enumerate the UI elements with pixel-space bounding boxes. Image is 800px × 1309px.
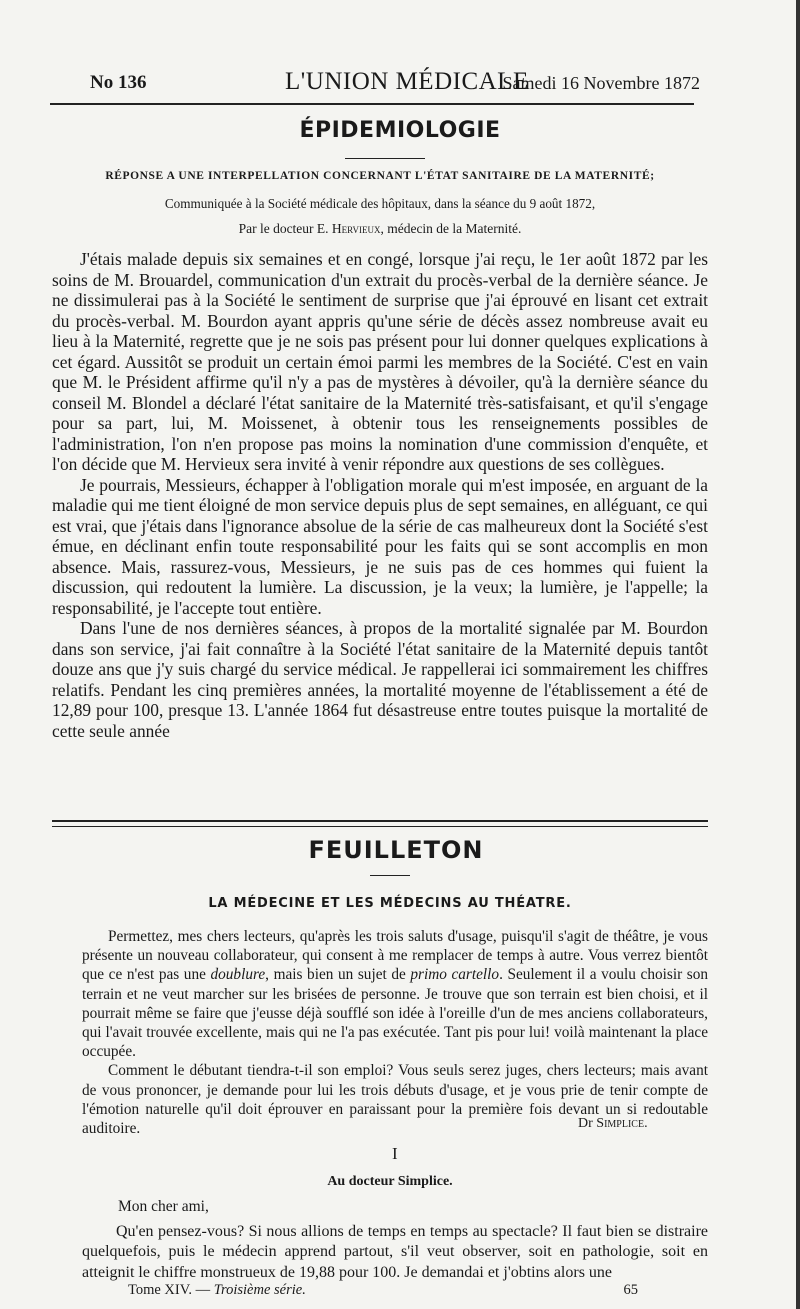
section-title: ÉPIDEMIOLOGIE: [299, 118, 501, 143]
emphasis-text: primo cartello: [410, 966, 500, 984]
feuilleton-title: FEUILLETON: [308, 836, 484, 864]
byline-suffix: , médecin de la Maternité.: [380, 221, 522, 236]
letter-paragraph: Qu'en pensez-vous? Si nous allions de temps en temps au spectacle? Il faut bien se distraire quelquefois, puis le médecin apprend partout, s'il veut observer, soit en pathologie, soit en atteignit le chiffre monstrueux de 19,88 pour 100. Je demandai et j'obtins alors une: [82, 1223, 708, 1281]
article-byline: [60, 221, 700, 237]
article-body: [52, 249, 708, 741]
letter-body: [82, 1222, 708, 1283]
text-run: , mais bien un sujet de: [265, 966, 411, 984]
author-name: Hervieux: [331, 221, 381, 236]
journal-title: L'UNION MÉDICALE: [285, 68, 529, 95]
text-run: Permettez, mes chers lecteurs, qu'après les trois saluts d'usage, puisqu'il s'agit de théâtre, je vous présente un nouveau collaborateur, qui consent à me remplacer de temps à autre. Vous verrez bientôt que ce n'est pas une: [82, 928, 708, 984]
section-divider: [345, 158, 425, 159]
emphasis-text: doublure: [210, 966, 266, 984]
section-number: I: [392, 1144, 398, 1163]
signature: [578, 1116, 648, 1132]
feuilleton-rule-thick: [52, 820, 708, 822]
volume-label: Tome XIV.: [128, 1282, 192, 1298]
salutation: Mon cher ami,: [118, 1198, 209, 1215]
signature-name: Simplice.: [596, 1116, 648, 1131]
feuilleton-body: [82, 927, 708, 1138]
page-footer: [128, 1282, 638, 1302]
page-number: 65: [623, 1282, 638, 1298]
header-rule: [50, 103, 694, 105]
byline-prefix: Par le docteur E.: [238, 221, 329, 236]
feuilleton-paragraph: [82, 927, 708, 1061]
page-edge-shadow: [796, 0, 800, 1309]
feuilleton-subtitle: LA MÉDECINE ET LES MÉDECINS AU THÉATRE.: [208, 896, 572, 911]
article-paragraph: Je pourrais, Messieurs, échapper à l'obligation morale qui m'est imposée, en arguant de la maladie qui me tient éloigné de mon service depuis plus de sept semaines, en alléguant, ce qui est vrai, que j'étais dans l'ignorance absolue de la série de cas malheureux dont la Société s'est émue, en déclinant enfin toute responsabilité pour les faits qui se sont accomplis en mon absence. Mais, rassurez-vous, Messieurs, je ne suis pas de ces hommes qui fuient la discussion, qui redoutent la lumière. La discussion, je la veux; la lumière, je l'appelle; la responsabilité, je l'accepte tout entière.: [52, 474, 708, 618]
signature-prefix: Dr: [578, 1116, 593, 1131]
feuilleton-divider: [370, 875, 410, 876]
feuilleton-paragraph: Comment le débutant tiendra-t-il son emploi? Vous seuls serez juges, chers lecteurs; mais avant de vous prononcer, je demande pour lui les trois débuts d'usage, et je vous prie de tenir compte de l'émotion naturelle qu'il doit éprouver en paraissant pour la première fois devant un si redoutable auditoire.: [82, 1062, 708, 1138]
article-title: RÉPONSE A UNE INTERPELLATION CONCERNANT L'ÉTAT SANITAIRE DE LA MATERNITÉ;: [105, 170, 655, 182]
article-paragraph: J'étais malade depuis six semaines et en congé, lorsque j'ai reçu, le 1er août 1872 par les soins de M. Brouardel, communication d'un extrait du procès-verbal de la dernière séance. Je ne dissimulerai pas à la Société le sentiment de surprise que j'ai éprouvé en lisant cet extrait du procès-verbal. M. Bourdon ayant appris qu'une série de décès assez nombreuse avait eu lieu à la Maternité, regrette que je ne sois pas présent pour lui donner quelques explications à cet égard. Aussitôt se produit un certain émoi parmi les membres de la Société. C'est en vain que M. le Président affirme qu'il n'y a pas de mystères à dévoiler, qu'à la dernière séance du conseil M. Blondel a déclaré l'état sanitaire de la Maternité très-satisfaisant, et qu'il s'engage pour sa part, lui, M. Moissenet, à obtenir tous les renseignements possibles de l'administration, l'on n'en propose pas moins la nomination d'une commission d'enquête, et l'on décide que M. Hervieux sera invité à venir répondre aux questions de ses collègues.: [52, 249, 708, 474]
article-paragraph: Dans l'une de nos dernières séances, à propos de la mortalité signalée par M. Bourdon dans son service, j'ai fait connaître à la Société l'état sanitaire de la Maternité depuis tantôt douze ans que j'y suis chargé du service médical. Je rappellerai ici sommairement les chiffres relatifs. Pendant les cinq premières années, la mortalité moyenne de l'établissement a été de 12,89 pour 100, presque 13. L'année 1864 fut désastreuse entre toutes puisque la mortalité de cette seule année: [52, 618, 708, 741]
letter-heading: Au docteur Simplice.: [327, 1174, 453, 1189]
text-run: . Seulement il a voulu choisir son terrain et ne veut marcher sur les brisées de personne. Je trouve que son terrain est bien choisi, et il pourrait même se faire que j'eusse déjà soufflé son idée à l'oreille d'un de mes anciens collaborateurs, qui l'avait trouvée excellente, mais qui ne l'a pas exécutée. Tant pis pour lui! voilà maintenant la place occupée.: [82, 966, 709, 1061]
page-header: [90, 66, 700, 102]
issue-date: Samedi 16 Novembre 1872: [502, 73, 700, 93]
footer-volume: Tome XIV. — Troisième série.: [128, 1282, 306, 1298]
feuilleton-rule-thin: [52, 826, 708, 827]
article-communicated-line: Communiquée à la Société médicale des hôpitaux, dans la séance du 9 août 1872,: [164, 196, 596, 211]
issue-number: No 136: [90, 72, 147, 93]
series-label: Troisième série.: [213, 1282, 306, 1298]
